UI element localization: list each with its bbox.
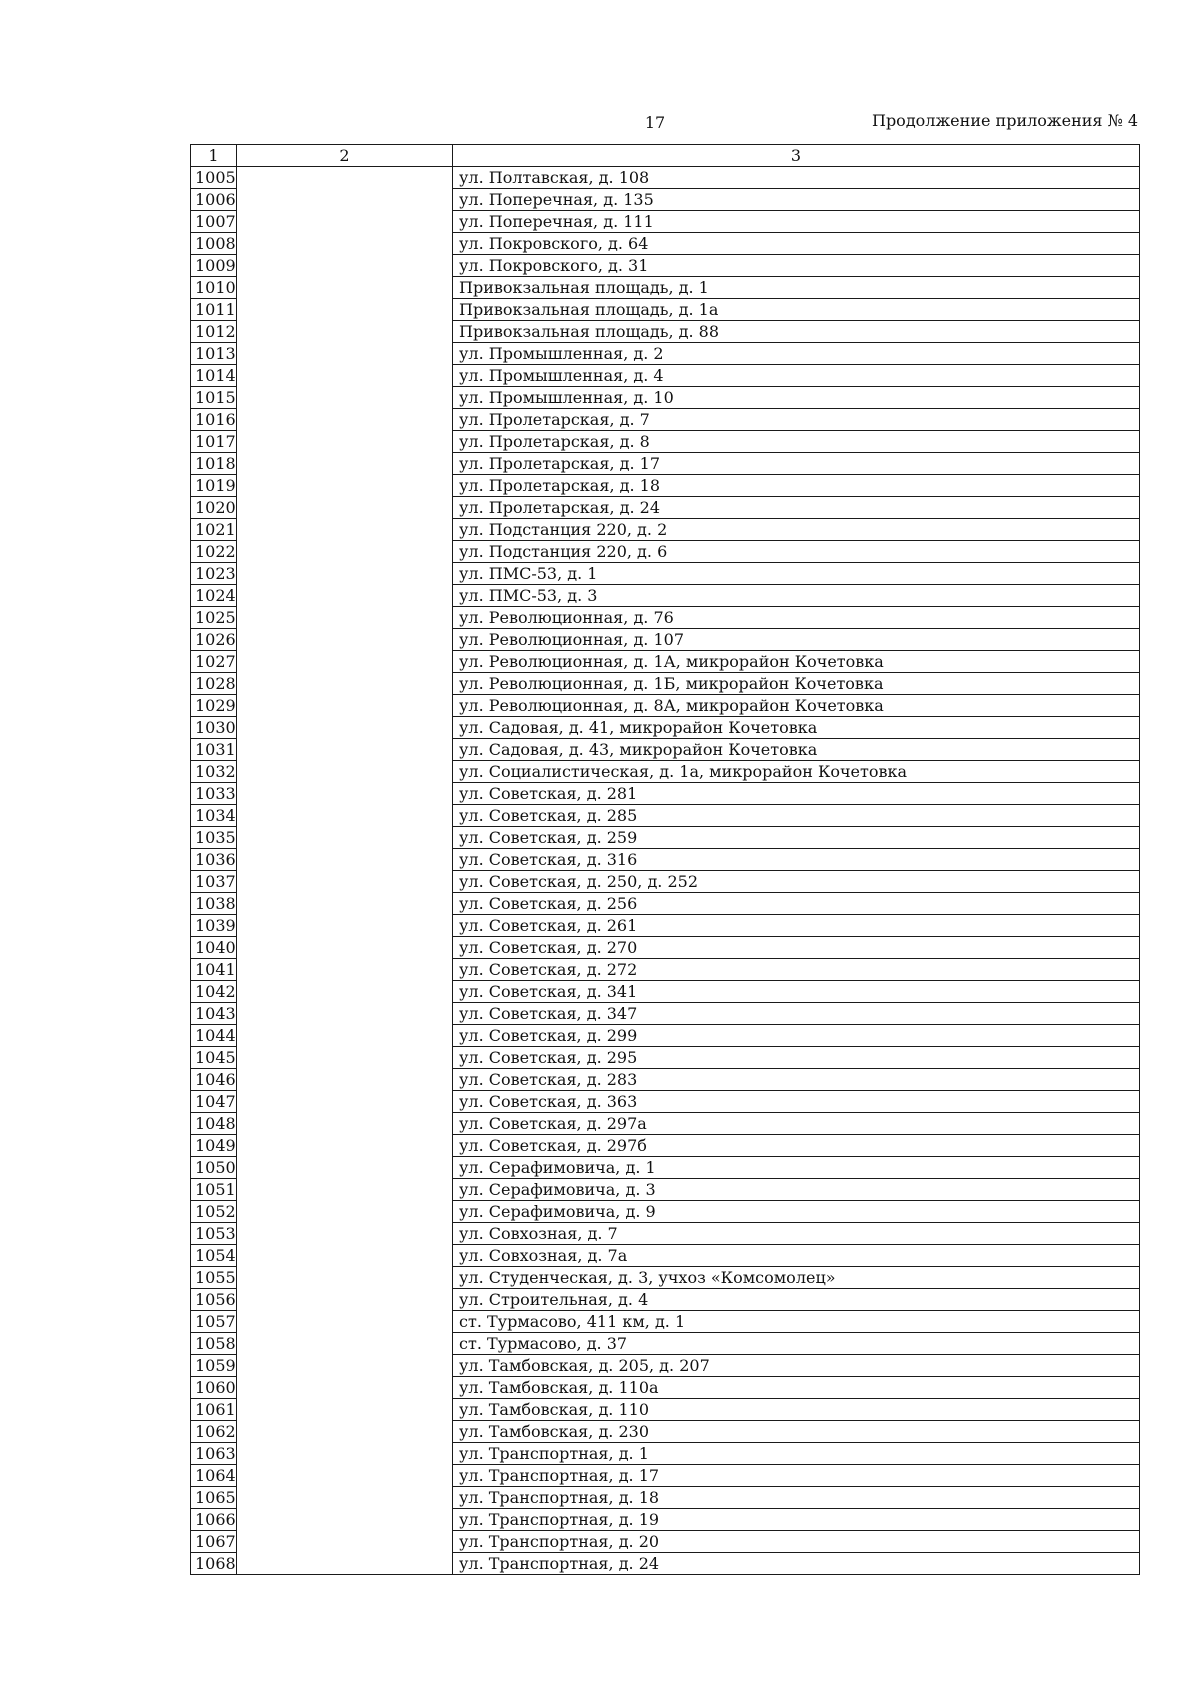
row-address: ул. Садовая, д. 41, микрорайон Кочетовка xyxy=(453,717,1140,739)
row-number: 1038 xyxy=(191,893,237,915)
row-address: ул. Революционная, д. 107 xyxy=(453,629,1140,651)
empty-name-cell xyxy=(237,167,453,1575)
row-address: ул. Промышленная, д. 10 xyxy=(453,387,1140,409)
row-address: ул. Советская, д. 347 xyxy=(453,1003,1140,1025)
page-number: 17 xyxy=(644,113,666,132)
row-number: 1023 xyxy=(191,563,237,585)
row-number: 1051 xyxy=(191,1179,237,1201)
row-number: 1045 xyxy=(191,1047,237,1069)
column-header-address: 3 xyxy=(453,145,1140,167)
row-number: 1068 xyxy=(191,1553,237,1575)
row-address: ул. Совхозная, д. 7а xyxy=(453,1245,1140,1267)
row-number: 1066 xyxy=(191,1509,237,1531)
table-header-row xyxy=(191,145,1140,167)
row-address: ул. Советская, д. 285 xyxy=(453,805,1140,827)
row-address: ст. Турмасово, д. 37 xyxy=(453,1333,1140,1355)
row-address: Привокзальная площадь, д. 1 xyxy=(453,277,1140,299)
row-number: 1044 xyxy=(191,1025,237,1047)
row-address: ул. Советская, д. 297б xyxy=(453,1135,1140,1157)
row-address: ул. Советская, д. 297а xyxy=(453,1113,1140,1135)
row-number: 1057 xyxy=(191,1311,237,1333)
row-number: 1053 xyxy=(191,1223,237,1245)
row-number: 1046 xyxy=(191,1069,237,1091)
row-address: ул. Советская, д. 295 xyxy=(453,1047,1140,1069)
row-address: ул. Тамбовская, д. 205, д. 207 xyxy=(453,1355,1140,1377)
row-number: 1008 xyxy=(191,233,237,255)
row-number: 1033 xyxy=(191,783,237,805)
row-number: 1030 xyxy=(191,717,237,739)
row-address: ул. Покровского, д. 31 xyxy=(453,255,1140,277)
row-address: ул. Советская, д. 272 xyxy=(453,959,1140,981)
row-address: ул. Подстанция 220, д. 6 xyxy=(453,541,1140,563)
row-number: 1016 xyxy=(191,409,237,431)
row-address: ул. Транспортная, д. 20 xyxy=(453,1531,1140,1553)
row-address: Привокзальная площадь, д. 88 xyxy=(453,321,1140,343)
row-number: 1039 xyxy=(191,915,237,937)
row-number: 1005 xyxy=(191,167,237,189)
row-number: 1055 xyxy=(191,1267,237,1289)
row-address: ул. Советская, д. 281 xyxy=(453,783,1140,805)
row-number: 1018 xyxy=(191,453,237,475)
row-number: 1061 xyxy=(191,1399,237,1421)
row-number: 1031 xyxy=(191,739,237,761)
row-number: 1029 xyxy=(191,695,237,717)
row-address: ул. Серафимовича, д. 3 xyxy=(453,1179,1140,1201)
row-address: ул. Революционная, д. 8А, микрорайон Кочетовка xyxy=(453,695,1140,717)
row-address: ул. Советская, д. 299 xyxy=(453,1025,1140,1047)
row-address: ул. Советская, д. 283 xyxy=(453,1069,1140,1091)
row-address: ул. Садовая, д. 43, микрорайон Кочетовка xyxy=(453,739,1140,761)
row-number: 1007 xyxy=(191,211,237,233)
row-address: ул. Совхозная, д. 7 xyxy=(453,1223,1140,1245)
row-number: 1012 xyxy=(191,321,237,343)
row-address: ул. Пролетарская, д. 24 xyxy=(453,497,1140,519)
row-address: ул. ПМС-53, д. 1 xyxy=(453,563,1140,585)
row-address: ул. Революционная, д. 1А, микрорайон Кочетовка xyxy=(453,651,1140,673)
row-number: 1064 xyxy=(191,1465,237,1487)
row-address: ул. Пролетарская, д. 7 xyxy=(453,409,1140,431)
row-number: 1015 xyxy=(191,387,237,409)
row-address: ул. Тамбовская, д. 110а xyxy=(453,1377,1140,1399)
column-header-name: 2 xyxy=(237,145,453,167)
row-address: ул. Промышленная, д. 2 xyxy=(453,343,1140,365)
row-number: 1067 xyxy=(191,1531,237,1553)
row-address: ул. Революционная, д. 1Б, микрорайон Кочетовка xyxy=(453,673,1140,695)
row-number: 1022 xyxy=(191,541,237,563)
row-number: 1024 xyxy=(191,585,237,607)
row-number: 1032 xyxy=(191,761,237,783)
row-number: 1040 xyxy=(191,937,237,959)
row-number: 1060 xyxy=(191,1377,237,1399)
row-number: 1013 xyxy=(191,343,237,365)
row-address: ул. Транспортная, д. 24 xyxy=(453,1553,1140,1575)
row-number: 1058 xyxy=(191,1333,237,1355)
row-address: ул. Полтавская, д. 108 xyxy=(453,167,1140,189)
row-number: 1042 xyxy=(191,981,237,1003)
row-number: 1063 xyxy=(191,1443,237,1465)
row-address: ул. Тамбовская, д. 230 xyxy=(453,1421,1140,1443)
row-address: ул. Строительная, д. 4 xyxy=(453,1289,1140,1311)
row-address: ст. Турмасово, 411 км, д. 1 xyxy=(453,1311,1140,1333)
row-number: 1056 xyxy=(191,1289,237,1311)
row-address: ул. Поперечная, д. 135 xyxy=(453,189,1140,211)
row-address: ул. Советская, д. 316 xyxy=(453,849,1140,871)
row-number: 1052 xyxy=(191,1201,237,1223)
row-number: 1021 xyxy=(191,519,237,541)
table-body xyxy=(191,167,1140,1575)
row-address: ул. Покровского, д. 64 xyxy=(453,233,1140,255)
row-number: 1034 xyxy=(191,805,237,827)
row-number: 1036 xyxy=(191,849,237,871)
row-address: ул. Советская, д. 250, д. 252 xyxy=(453,871,1140,893)
row-address: ул. Транспортная, д. 17 xyxy=(453,1465,1140,1487)
row-address: ул. Транспортная, д. 1 xyxy=(453,1443,1140,1465)
row-number: 1014 xyxy=(191,365,237,387)
row-address: ул. Серафимовича, д. 1 xyxy=(453,1157,1140,1179)
row-address: ул. Тамбовская, д. 110 xyxy=(453,1399,1140,1421)
row-address: ул. Пролетарская, д. 8 xyxy=(453,431,1140,453)
row-number: 1062 xyxy=(191,1421,237,1443)
row-number: 1043 xyxy=(191,1003,237,1025)
row-address: ул. Социалистическая, д. 1а, микрорайон Кочетовка xyxy=(453,761,1140,783)
row-number: 1026 xyxy=(191,629,237,651)
row-address: ул. Советская, д. 270 xyxy=(453,937,1140,959)
row-number: 1025 xyxy=(191,607,237,629)
row-number: 1006 xyxy=(191,189,237,211)
row-number: 1017 xyxy=(191,431,237,453)
row-number: 1027 xyxy=(191,651,237,673)
row-number: 1059 xyxy=(191,1355,237,1377)
row-address: ул. Пролетарская, д. 18 xyxy=(453,475,1140,497)
row-address: ул. Революционная, д. 76 xyxy=(453,607,1140,629)
row-number: 1011 xyxy=(191,299,237,321)
row-address: ул. Серафимовича, д. 9 xyxy=(453,1201,1140,1223)
row-address: ул. Советская, д. 256 xyxy=(453,893,1140,915)
row-number: 1041 xyxy=(191,959,237,981)
row-address: ул. Советская, д. 363 xyxy=(453,1091,1140,1113)
row-number: 1009 xyxy=(191,255,237,277)
row-number: 1048 xyxy=(191,1113,237,1135)
row-number: 1035 xyxy=(191,827,237,849)
row-address: ул. Подстанция 220, д. 2 xyxy=(453,519,1140,541)
row-address: ул. ПМС-53, д. 3 xyxy=(453,585,1140,607)
address-table xyxy=(190,144,1140,1575)
row-number: 1049 xyxy=(191,1135,237,1157)
row-address: ул. Советская, д. 259 xyxy=(453,827,1140,849)
column-header-number: 1 xyxy=(191,145,237,167)
appendix-title: Продолжение приложения № 4 xyxy=(871,111,1138,130)
row-number: 1065 xyxy=(191,1487,237,1509)
row-address: ул. Поперечная, д. 111 xyxy=(453,211,1140,233)
row-address: ул. Пролетарская, д. 17 xyxy=(453,453,1140,475)
row-address: ул. Советская, д. 341 xyxy=(453,981,1140,1003)
row-number: 1054 xyxy=(191,1245,237,1267)
row-number: 1010 xyxy=(191,277,237,299)
row-number: 1047 xyxy=(191,1091,237,1113)
row-number: 1020 xyxy=(191,497,237,519)
row-number: 1019 xyxy=(191,475,237,497)
row-number: 1028 xyxy=(191,673,237,695)
row-address: ул. Транспортная, д. 18 xyxy=(453,1487,1140,1509)
row-number: 1037 xyxy=(191,871,237,893)
row-address: ул. Транспортная, д. 19 xyxy=(453,1509,1140,1531)
row-address: ул. Студенческая, д. 3, учхоз «Комсомолец» xyxy=(453,1267,1140,1289)
row-address: Привокзальная площадь, д. 1а xyxy=(453,299,1140,321)
row-address: ул. Советская, д. 261 xyxy=(453,915,1140,937)
row-address: ул. Промышленная, д. 4 xyxy=(453,365,1140,387)
table-row xyxy=(191,167,1140,189)
row-number: 1050 xyxy=(191,1157,237,1179)
